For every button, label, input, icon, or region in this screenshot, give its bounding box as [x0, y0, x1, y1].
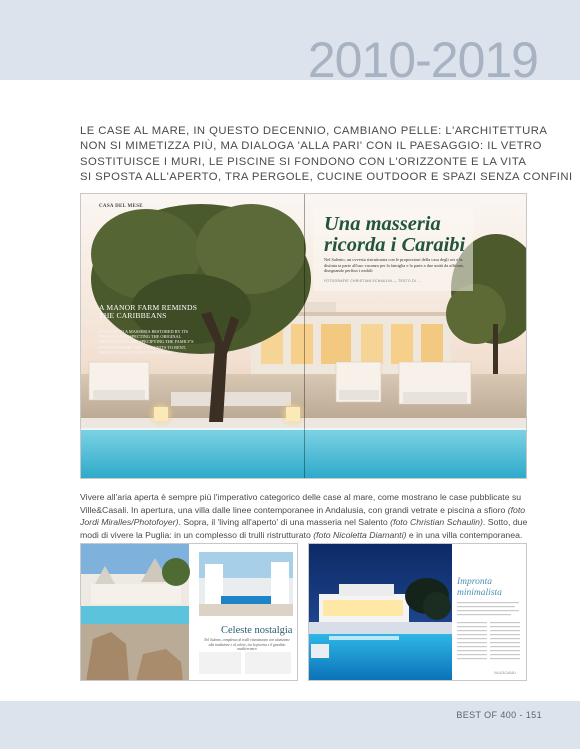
caption-text: Ville&Casali. In apertura, una villa dalle linee contemporanee in Andalusia, con grandi vetrate e piscina a sfioro — [80, 504, 508, 515]
caption-paragraph — [80, 491, 540, 541]
caption-text: modi di vivere la Puglia: in un complesso di trulli ristrutturato — [80, 529, 314, 540]
trulli-headline: Celeste nostalgia — [221, 625, 293, 636]
spread-deck: Nel Salento, un ovvesta ristrutturata con le proporzioni della casa degli avi e la distinta ta parte all'uso vacanza per la famiglia e la parte a due unità da affittare, disegnando perfino i mobili — [324, 257, 465, 274]
page-folio: BEST OF 400 - 151 — [456, 710, 542, 720]
spread-english-title-line: THE CARIBBEANS — [99, 311, 167, 321]
caption-line — [80, 529, 540, 542]
caption-text: e in una villa contemporanea. — [406, 529, 523, 540]
bottom-band — [0, 701, 580, 749]
trulli-deck: Nel Salento, complesso di trulli ristrutturato con attenzione alla tradizione e al colore, tra la piscina e il giardino mediterraneo — [204, 638, 290, 651]
spread-headline-line: ricorda i Caraibi — [324, 234, 466, 256]
villa-page-folio: VILLE&CASALI — [493, 671, 516, 675]
intro-line: LE CASE AL MARE, IN QUESTO DECENNIO, CAMBIANO PELLE: L'ARCHITETTURA — [80, 125, 548, 137]
trulli-photo — [81, 544, 298, 681]
villa-photo — [309, 544, 527, 681]
intro-line: SI SPOSTA ALL'APERTO, TRA PERGOLE, CUCINE OUTDOOR E SPAZI SENZA CONFINI — [80, 171, 573, 184]
villa-spread-thumbnail — [308, 543, 527, 681]
intro-line: SOSTITUISCE I MURI, LE PISCINE SI FONDONO CON L'ORIZZONTE E LA VITA — [80, 155, 527, 168]
spread-section-tag: CASA DEL MESE — [99, 204, 143, 209]
spread-english-title — [99, 304, 197, 321]
caption-line — [80, 504, 540, 517]
caption-photo-credit: (foto Christian Schaulin) — [390, 517, 483, 528]
villa-headline-line: Impronta — [457, 577, 493, 587]
intro-paragraph — [80, 124, 573, 186]
spread-headline-line: Una masseria — [324, 213, 441, 235]
intro-line: NON SI MIMETIZZA PIÙ, MA DIALOGA 'ALLA PARI' CON IL PAESAGGIO: IL VETRO — [80, 140, 542, 153]
caption-line: Vivere all'aria aperta è sempre più l'imperativo categorico delle case al mare, come mostrano le case pubblicate su — [80, 492, 522, 502]
spread-english-body: IN SALENTO A MASSERIA RESTORED BY ITS GRANDSON RESPECTING THE ORIGINAL PROPORTIONS AND SPECIFYING THE FAMILY'S HOLIDAY HOME AND TWO UNITS TO RENT, PROJECTING EVEN THE FURNITURE — [99, 329, 194, 355]
masseria-spread-image — [80, 193, 527, 479]
caption-line — [80, 516, 540, 529]
spread-gutter — [304, 194, 305, 479]
caption-photo-credit: Jordi Miralles/Photofoyer) — [80, 517, 179, 528]
caption-text: . Sotto, due — [482, 517, 528, 528]
spread-credit: FOTOGRAFIE CHRISTIAN SCHAULIN — TESTO DI ... — [324, 279, 422, 283]
spread-english-title-line: A MANOR FARM REMINDS — [99, 303, 198, 312]
villa-headline-line: minimalista — [457, 587, 502, 598]
decade-heading: 2010-2019 — [307, 32, 538, 88]
spread-headline — [324, 214, 465, 256]
caption-text: . Sopra, il 'living all'aperto' di una masseria nel Salento — [178, 517, 391, 528]
caption-photo-credit: (foto — [507, 504, 526, 515]
caption-photo-credit: (foto Nicoletta Diamanti) — [313, 529, 407, 540]
villa-headline — [457, 577, 502, 598]
trulli-spread-thumbnail — [80, 543, 298, 681]
